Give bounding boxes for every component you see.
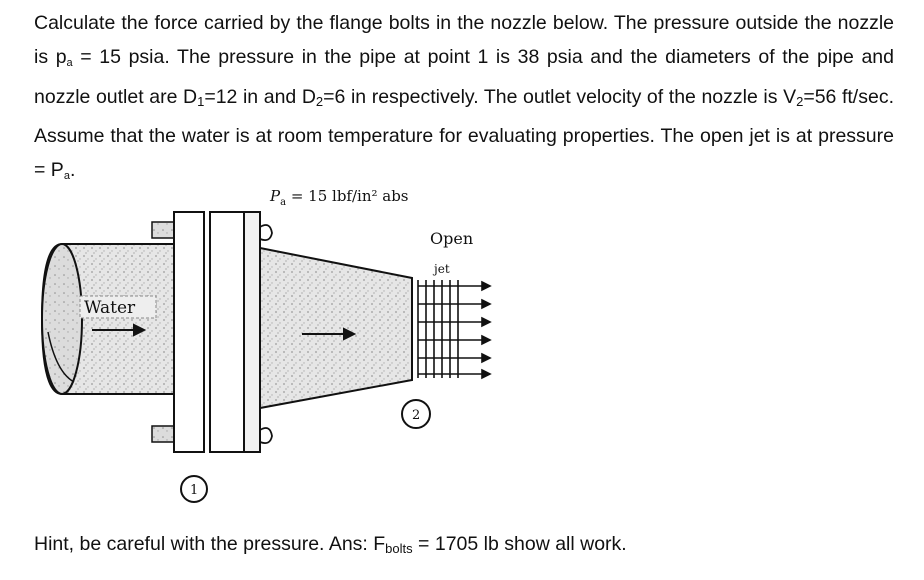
d1-subscript: 1 [197, 94, 205, 109]
point-1-marker [181, 476, 207, 502]
water-label: Water [84, 298, 136, 318]
nozzle-figure [34, 182, 544, 507]
problem-text-3: =12 in and D [204, 86, 316, 108]
pipe [42, 244, 174, 394]
problem-text-6: . [69, 159, 76, 181]
svg-text:2: 2 [412, 408, 421, 423]
problem-statement [34, 6, 894, 193]
hint-text-1: Hint, be careful with the pressure. Ans: F [34, 533, 386, 555]
v2-subscript: 2 [796, 94, 804, 109]
ambient-pressure-label: $P_a = 15$ lbf/in² abs [270, 187, 409, 208]
open-jet [418, 280, 490, 378]
point-2-marker [402, 400, 430, 428]
bolts-subscript: bolts [385, 541, 413, 556]
problem-text-2: = 15 psia. The pressure in the pipe at point 1 is 38 psia and the diameters of the pipe and nozzle outlet are D [34, 46, 894, 108]
nozzle-body [260, 248, 412, 408]
hint-answer [34, 532, 627, 561]
open-jet-label: Open [430, 229, 474, 248]
hint-text-2: = 1705 lb show all work. [412, 533, 627, 555]
problem-text-4: =6 in respectively. The outlet velocity of the nozzle is V [323, 86, 797, 108]
pa-subscript: a [66, 57, 73, 69]
pa2-subscript: a [63, 170, 70, 182]
flange-left [174, 212, 204, 452]
svg-text:1: 1 [190, 483, 199, 498]
problem-text-5: =56 ft/sec. Assume that the water is at room temperature for evaluating properties. The open jet is at pressure = P [34, 86, 894, 181]
d2-subscript: 2 [315, 94, 324, 109]
jet-label: jet [434, 262, 450, 276]
problem-text-1: Calculate the force carried by the flange bolts in the nozzle below. The pressure outside the nozzle is p [34, 12, 894, 68]
flange-right [210, 212, 260, 452]
